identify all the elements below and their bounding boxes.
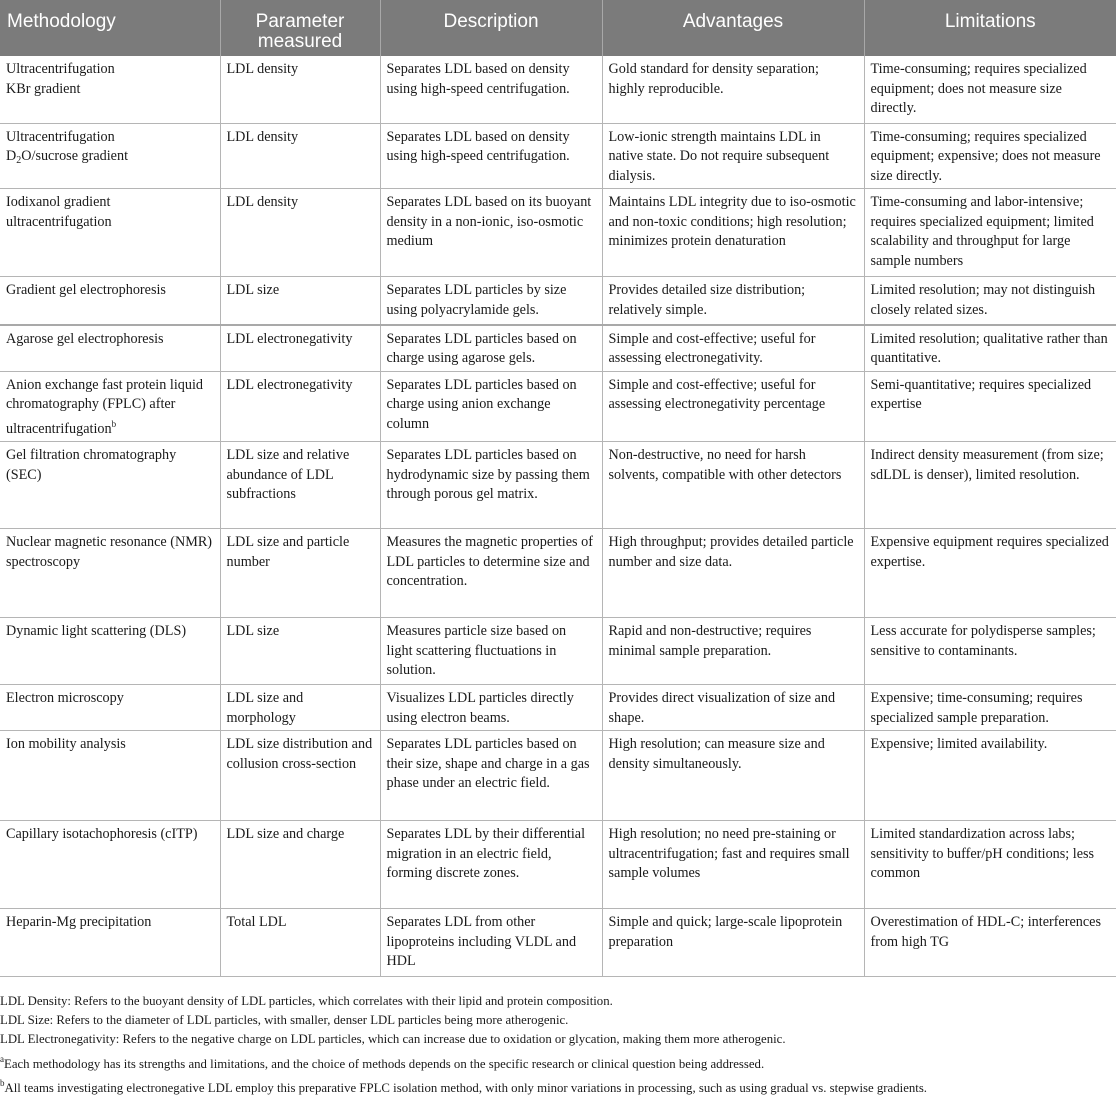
table-row bbox=[0, 56, 1116, 123]
table-row bbox=[0, 685, 1116, 731]
cell-methodology: Iodixanol gradient ultracentrifugation bbox=[0, 189, 220, 277]
cell-description: Separates LDL particles by size using polyacrylamide gels. bbox=[380, 277, 602, 325]
footnote-a bbox=[0, 1050, 1116, 1074]
cell-parameter: LDL electronegativity bbox=[220, 371, 380, 442]
cell-description: Separates LDL particles based on hydrodynamic size by passing them through porous gel matrix. bbox=[380, 442, 602, 529]
cell-limitations: Time-consuming and labor-intensive; requires specialized equipment; limited scalability and throughput for large sample numbers bbox=[864, 189, 1116, 277]
cell-description: Separates LDL particles based on charge using agarose gels. bbox=[380, 325, 602, 372]
cell-parameter: LDL density bbox=[220, 123, 380, 189]
cell-advantages: High resolution; can measure size and density simultaneously. bbox=[602, 731, 864, 821]
cell-advantages: Simple and quick; large-scale lipoprotein preparation bbox=[602, 909, 864, 977]
footnote-b bbox=[0, 1074, 1116, 1098]
cell-limitations: Semi-quantitative; requires specialized expertise bbox=[864, 371, 1116, 442]
methodology-d: D bbox=[6, 148, 17, 164]
footnote-b-text: All teams investigating electronegative LDL employ this preparative FPLC isolation method, with only minor variations in processing, such as using gradual vs. stepwise gradients. bbox=[4, 1080, 928, 1095]
cell-methodology: Ion mobility analysis bbox=[0, 731, 220, 821]
header-advantages: Advantages bbox=[602, 0, 864, 56]
cell-methodology: Nuclear magnetic resonance (NMR) spectroscopy bbox=[0, 529, 220, 618]
table-row bbox=[0, 325, 1116, 372]
subscript-2: 2 bbox=[16, 155, 22, 166]
cell-parameter: LDL size bbox=[220, 277, 380, 325]
methodology-line: KBr gradient bbox=[6, 80, 81, 97]
table-row bbox=[0, 371, 1116, 442]
cell-parameter: LDL size and morphology bbox=[220, 685, 380, 731]
cell-parameter: LDL electronegativity bbox=[220, 325, 380, 372]
cell-description: Visualizes LDL particles directly using electron beams. bbox=[380, 685, 602, 731]
cell-limitations: Expensive; time-consuming; requires specialized sample preparation. bbox=[864, 685, 1116, 731]
note-ldl-density: LDL Density: Refers to the buoyant density of LDL particles, which correlates with their lipid and protein composition. bbox=[0, 994, 613, 1008]
cell-methodology: Capillary isotachophoresis (cITP) bbox=[0, 821, 220, 909]
header-methodology: Methodology bbox=[0, 0, 220, 56]
cell-advantages: High resolution; no need pre-staining or ultracentrifugation; fast and requires small sample volumes bbox=[602, 821, 864, 909]
cell-description: Separates LDL particles based on their size, shape and charge in a gas phase under an electric field. bbox=[380, 731, 602, 821]
header-description: Description bbox=[380, 0, 602, 56]
cell-advantages: Maintains LDL integrity due to iso-osmotic and non-toxic conditions; high resolution; minimizes protein denaturation bbox=[602, 189, 864, 277]
cell-methodology bbox=[0, 371, 220, 442]
footnote-a-text: Each methodology has its strengths and limitations, and the choice of methods depends on the specific research or clinical question being addressed. bbox=[4, 1056, 765, 1071]
cell-advantages: Gold standard for density separation; highly reproducible. bbox=[602, 56, 864, 123]
methodology-text: Anion exchange fast protein liquid chromatography (FPLC) after ultracentrifugation bbox=[6, 376, 203, 437]
cell-advantages: High throughput; provides detailed particle number and size data. bbox=[602, 529, 864, 618]
cell-limitations: Expensive equipment requires specialized expertise. bbox=[864, 529, 1116, 618]
cell-description: Separates LDL based on its buoyant density in a non-ionic, iso-osmotic medium bbox=[380, 189, 602, 277]
table-row bbox=[0, 731, 1116, 821]
cell-description: Separates LDL from other lipoproteins including VLDL and HDL bbox=[380, 909, 602, 977]
table-row bbox=[0, 277, 1116, 325]
cell-methodology bbox=[0, 56, 220, 123]
cell-limitations: Time-consuming; requires specialized equipment; does not measure size directly. bbox=[864, 56, 1116, 123]
cell-limitations: Overestimation of HDL-C; interferences from high TG bbox=[864, 909, 1116, 977]
cell-advantages: Simple and cost-effective; useful for assessing electronegativity. bbox=[602, 325, 864, 372]
footnote-marker-b: b bbox=[111, 418, 117, 429]
table-body bbox=[0, 56, 1116, 977]
cell-advantages: Provides direct visualization of size and shape. bbox=[602, 685, 864, 731]
cell-parameter: LDL density bbox=[220, 56, 380, 123]
table-row bbox=[0, 189, 1116, 277]
cell-limitations: Time-consuming; requires specialized equipment; expensive; does not measure size directly. bbox=[864, 123, 1116, 189]
header-parameter: Parameter measured bbox=[220, 0, 380, 56]
cell-parameter: LDL size bbox=[220, 618, 380, 685]
cell-methodology: Agarose gel electrophoresis bbox=[0, 325, 220, 372]
footnote-b-marker: b bbox=[0, 1077, 5, 1088]
table-header bbox=[0, 0, 1116, 56]
cell-limitations: Expensive; limited availability. bbox=[864, 731, 1116, 821]
methodology-line: Ultracentrifugation bbox=[6, 61, 115, 77]
table-row bbox=[0, 529, 1116, 618]
footnote-a-marker: a bbox=[0, 1053, 4, 1064]
cell-parameter: Total LDL bbox=[220, 909, 380, 977]
cell-parameter: LDL size and relative abundance of LDL subfractions bbox=[220, 442, 380, 529]
cell-limitations: Limited resolution; qualitative rather than quantitative. bbox=[864, 325, 1116, 372]
cell-description: Separates LDL by their differential migration in an electric field, forming discrete zones. bbox=[380, 821, 602, 909]
cell-methodology: Heparin-Mg precipitation bbox=[0, 909, 220, 977]
cell-description: Measures particle size based on light scattering fluctuations in solution. bbox=[380, 618, 602, 685]
cell-limitations: Limited standardization across labs; sensitivity to buffer/pH conditions; less common bbox=[864, 821, 1116, 909]
table-row bbox=[0, 821, 1116, 909]
cell-methodology: Electron microscopy bbox=[0, 685, 220, 731]
table-row bbox=[0, 123, 1116, 189]
cell-advantages: Low-ionic strength maintains LDL in native state. Do not require subsequent dialysis. bbox=[602, 123, 864, 189]
cell-advantages: Rapid and non-destructive; requires minimal sample preparation. bbox=[602, 618, 864, 685]
cell-parameter: LDL size and particle number bbox=[220, 529, 380, 618]
note-ldl-electronegativity: LDL Electronegativity: Refers to the negative charge on LDL particles, which can increase due to oxidation or glycation, making them more atherogenic. bbox=[0, 1032, 786, 1047]
cell-description: Separates LDL particles based on charge using anion exchange column bbox=[380, 371, 602, 442]
cell-advantages: Provides detailed size distribution; relatively simple. bbox=[602, 277, 864, 325]
methodology-line: Ultracentrifugation bbox=[6, 128, 115, 145]
note-ldl-size: LDL Size: Refers to the diameter of LDL particles, with smaller, denser LDL particles being more atherogenic. bbox=[0, 1013, 569, 1028]
cell-advantages: Non-destructive, no need for harsh solvents, compatible with other detectors bbox=[602, 442, 864, 529]
cell-limitations: Indirect density measurement (from size; sdLDL is denser), limited resolution. bbox=[864, 442, 1116, 529]
header-limitations: Limitations bbox=[864, 0, 1116, 56]
cell-parameter: LDL size distribution and collusion cross-section bbox=[220, 731, 380, 821]
cell-methodology: Gradient gel electrophoresis bbox=[0, 277, 220, 325]
cell-methodology: Gel filtration chromatography (SEC) bbox=[0, 442, 220, 529]
cell-parameter: LDL size and charge bbox=[220, 821, 380, 909]
cell-methodology bbox=[0, 123, 220, 189]
cell-parameter: LDL density bbox=[220, 189, 380, 277]
cell-advantages: Simple and cost-effective; useful for assessing electronegativity percentage bbox=[602, 371, 864, 442]
table-row bbox=[0, 618, 1116, 685]
table-footnotes bbox=[0, 992, 1116, 1098]
cell-description: Separates LDL based on density using high-speed centrifugation. bbox=[380, 56, 602, 123]
cell-description: Measures the magnetic properties of LDL particles to determine size and concentration. bbox=[380, 529, 602, 618]
cell-methodology: Dynamic light scattering (DLS) bbox=[0, 618, 220, 685]
header-row bbox=[0, 0, 1116, 56]
cell-description: Separates LDL based on density using high-speed centrifugation. bbox=[380, 123, 602, 189]
cell-limitations: Limited resolution; may not distinguish closely related sizes. bbox=[864, 277, 1116, 325]
table-row bbox=[0, 442, 1116, 529]
methodology-rest: O/sucrose gradient bbox=[21, 148, 129, 164]
cell-limitations: Less accurate for polydisperse samples; sensitive to contaminants. bbox=[864, 618, 1116, 685]
table-row bbox=[0, 909, 1116, 977]
